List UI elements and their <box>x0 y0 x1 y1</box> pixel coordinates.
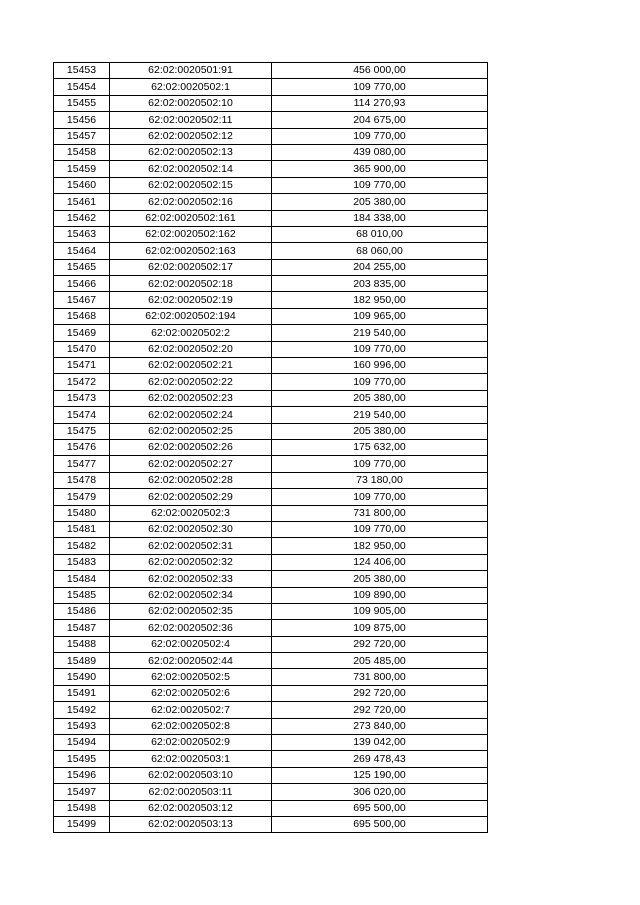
cadastral-value-cell: 184 338,00 <box>272 210 488 226</box>
cadastral-value-cell: 306 020,00 <box>272 784 488 800</box>
table-row <box>54 669 488 685</box>
row-number-cell: 15457 <box>54 128 110 144</box>
row-number-cell: 15499 <box>54 816 110 832</box>
row-number-cell: 15494 <box>54 735 110 751</box>
cadastral-number-cell: 62:02:0020502:163 <box>110 243 272 259</box>
cadastral-value-cell: 109 770,00 <box>272 489 488 505</box>
cadastral-number-cell: 62:02:0020502:1 <box>110 79 272 95</box>
cadastral-number-cell: 62:02:0020502:11 <box>110 112 272 128</box>
table-row <box>54 538 488 554</box>
cadastral-number-cell: 62:02:0020502:12 <box>110 128 272 144</box>
row-number-cell: 15477 <box>54 456 110 472</box>
cadastral-value-cell: 68 010,00 <box>272 226 488 242</box>
row-number-cell: 15459 <box>54 161 110 177</box>
row-number-cell: 15462 <box>54 210 110 226</box>
table-row <box>54 374 488 390</box>
table-row <box>54 521 488 537</box>
row-number-cell: 15454 <box>54 79 110 95</box>
row-number-cell: 15498 <box>54 800 110 816</box>
cadastral-value-cell: 109 770,00 <box>272 177 488 193</box>
table-row <box>54 702 488 718</box>
row-number-cell: 15478 <box>54 472 110 488</box>
cadastral-number-cell: 62:02:0020502:4 <box>110 636 272 652</box>
cadastral-value-cell: 175 632,00 <box>272 439 488 455</box>
cadastral-number-cell: 62:02:0020502:14 <box>110 161 272 177</box>
cadastral-number-cell: 62:02:0020502:23 <box>110 390 272 406</box>
table-row <box>54 784 488 800</box>
cadastral-value-cell: 109 905,00 <box>272 603 488 619</box>
cadastral-number-cell: 62:02:0020502:194 <box>110 308 272 324</box>
row-number-cell: 15465 <box>54 259 110 275</box>
cadastral-number-cell: 62:02:0020502:25 <box>110 423 272 439</box>
cadastral-value-cell: 292 720,00 <box>272 685 488 701</box>
table-row <box>54 456 488 472</box>
table-row <box>54 341 488 357</box>
cadastral-value-cell: 273 840,00 <box>272 718 488 734</box>
cadastral-value-cell: 182 950,00 <box>272 292 488 308</box>
row-number-cell: 15489 <box>54 653 110 669</box>
row-number-cell: 15488 <box>54 636 110 652</box>
row-number-cell: 15497 <box>54 784 110 800</box>
cadastral-value-cell: 695 500,00 <box>272 800 488 816</box>
cadastral-value-cell: 292 720,00 <box>272 636 488 652</box>
cadastral-value-cell: 219 540,00 <box>272 407 488 423</box>
table-row <box>54 620 488 636</box>
table-row <box>54 439 488 455</box>
cadastral-value-cell: 439 080,00 <box>272 144 488 160</box>
table-row <box>54 718 488 734</box>
cadastral-number-cell: 62:02:0020501:91 <box>110 63 272 79</box>
row-number-cell: 15472 <box>54 374 110 390</box>
row-number-cell: 15485 <box>54 587 110 603</box>
cadastral-number-cell: 62:02:0020502:32 <box>110 554 272 570</box>
cadastral-number-cell: 62:02:0020502:31 <box>110 538 272 554</box>
cadastral-value-cell: 125 190,00 <box>272 767 488 783</box>
cadastral-value-cell: 109 875,00 <box>272 620 488 636</box>
cadastral-number-cell: 62:02:0020502:44 <box>110 653 272 669</box>
cadastral-value-cell: 731 800,00 <box>272 505 488 521</box>
table-row <box>54 308 488 324</box>
table-row <box>54 587 488 603</box>
table-row <box>54 800 488 816</box>
row-number-cell: 15455 <box>54 95 110 111</box>
cadastral-value-cell: 109 770,00 <box>272 341 488 357</box>
cadastral-number-cell: 62:02:0020502:19 <box>110 292 272 308</box>
cadastral-number-cell: 62:02:0020503:13 <box>110 816 272 832</box>
cadastral-number-cell: 62:02:0020502:13 <box>110 144 272 160</box>
cadastral-number-cell: 62:02:0020502:3 <box>110 505 272 521</box>
cadastral-number-cell: 62:02:0020502:29 <box>110 489 272 505</box>
cadastral-number-cell: 62:02:0020502:10 <box>110 95 272 111</box>
table-row <box>54 177 488 193</box>
row-number-cell: 15486 <box>54 603 110 619</box>
cadastral-number-cell: 62:02:0020502:6 <box>110 685 272 701</box>
cadastral-value-cell: 204 255,00 <box>272 259 488 275</box>
table-row <box>54 423 488 439</box>
table-row <box>54 210 488 226</box>
cadastral-value-cell: 219 540,00 <box>272 325 488 341</box>
table-row <box>54 161 488 177</box>
cadastral-value-cell: 160 996,00 <box>272 358 488 374</box>
cadastral-number-cell: 62:02:0020502:9 <box>110 735 272 751</box>
cadastral-number-cell: 62:02:0020502:2 <box>110 325 272 341</box>
cadastral-number-cell: 62:02:0020502:7 <box>110 702 272 718</box>
cadastral-number-cell: 62:02:0020502:17 <box>110 259 272 275</box>
cadastral-value-cell: 203 835,00 <box>272 276 488 292</box>
cadastral-value-cell: 109 890,00 <box>272 587 488 603</box>
table-row <box>54 407 488 423</box>
row-number-cell: 15458 <box>54 144 110 160</box>
table-row <box>54 63 488 79</box>
cadastral-value-cell: 204 675,00 <box>272 112 488 128</box>
row-number-cell: 15464 <box>54 243 110 259</box>
table-row <box>54 816 488 832</box>
table-row <box>54 79 488 95</box>
cadastral-number-cell: 62:02:0020502:22 <box>110 374 272 390</box>
table-row <box>54 554 488 570</box>
row-number-cell: 15474 <box>54 407 110 423</box>
row-number-cell: 15492 <box>54 702 110 718</box>
cadastral-number-cell: 62:02:0020503:10 <box>110 767 272 783</box>
cadastral-value-cell: 365 900,00 <box>272 161 488 177</box>
cadastral-number-cell: 62:02:0020502:27 <box>110 456 272 472</box>
row-number-cell: 15467 <box>54 292 110 308</box>
cadastral-number-cell: 62:02:0020502:28 <box>110 472 272 488</box>
cadastral-number-cell: 62:02:0020503:11 <box>110 784 272 800</box>
cadastral-number-cell: 62:02:0020502:34 <box>110 587 272 603</box>
cadastral-value-cell: 139 042,00 <box>272 735 488 751</box>
cadastral-number-cell: 62:02:0020502:18 <box>110 276 272 292</box>
table-row <box>54 358 488 374</box>
row-number-cell: 15456 <box>54 112 110 128</box>
table-body <box>54 63 488 833</box>
cadastral-number-cell: 62:02:0020502:15 <box>110 177 272 193</box>
cadastral-value-cell: 205 380,00 <box>272 571 488 587</box>
cadastral-number-cell: 62:02:0020502:24 <box>110 407 272 423</box>
row-number-cell: 15460 <box>54 177 110 193</box>
cadastral-value-cell: 124 406,00 <box>272 554 488 570</box>
cadastral-number-cell: 62:02:0020502:30 <box>110 521 272 537</box>
table-row <box>54 259 488 275</box>
cadastral-number-cell: 62:02:0020502:16 <box>110 194 272 210</box>
cadastral-number-cell: 62:02:0020503:12 <box>110 800 272 816</box>
table-row <box>54 292 488 308</box>
cadastral-number-cell: 62:02:0020502:36 <box>110 620 272 636</box>
row-number-cell: 15490 <box>54 669 110 685</box>
row-number-cell: 15495 <box>54 751 110 767</box>
row-number-cell: 15469 <box>54 325 110 341</box>
table-row <box>54 767 488 783</box>
cadastral-number-cell: 62:02:0020502:8 <box>110 718 272 734</box>
cadastral-number-cell: 62:02:0020502:20 <box>110 341 272 357</box>
table-row <box>54 735 488 751</box>
table-row <box>54 144 488 160</box>
row-number-cell: 15493 <box>54 718 110 734</box>
row-number-cell: 15479 <box>54 489 110 505</box>
cadastral-value-cell: 456 000,00 <box>272 63 488 79</box>
table-row <box>54 489 488 505</box>
row-number-cell: 15480 <box>54 505 110 521</box>
cadastral-value-cell: 182 950,00 <box>272 538 488 554</box>
cadastral-number-cell: 62:02:0020502:5 <box>110 669 272 685</box>
row-number-cell: 15483 <box>54 554 110 570</box>
cadastral-value-cell: 205 380,00 <box>272 423 488 439</box>
cadastral-value-cell: 109 770,00 <box>272 456 488 472</box>
row-number-cell: 15466 <box>54 276 110 292</box>
table-row <box>54 194 488 210</box>
table-row <box>54 505 488 521</box>
table-row <box>54 226 488 242</box>
cadastral-number-cell: 62:02:0020502:162 <box>110 226 272 242</box>
cadastral-value-cell: 109 965,00 <box>272 308 488 324</box>
cadastral-number-cell: 62:02:0020502:33 <box>110 571 272 587</box>
table-row <box>54 325 488 341</box>
table-row <box>54 276 488 292</box>
row-number-cell: 15463 <box>54 226 110 242</box>
cadastral-value-cell: 695 500,00 <box>272 816 488 832</box>
cadastral-value-cell: 205 380,00 <box>272 194 488 210</box>
cadastral-value-cell: 205 485,00 <box>272 653 488 669</box>
row-number-cell: 15470 <box>54 341 110 357</box>
row-number-cell: 15453 <box>54 63 110 79</box>
cadastral-value-table <box>53 62 488 833</box>
table-row <box>54 751 488 767</box>
cadastral-value-cell: 73 180,00 <box>272 472 488 488</box>
table-row <box>54 571 488 587</box>
table-row <box>54 603 488 619</box>
table-row <box>54 112 488 128</box>
row-number-cell: 15482 <box>54 538 110 554</box>
row-number-cell: 15475 <box>54 423 110 439</box>
row-number-cell: 15481 <box>54 521 110 537</box>
cadastral-value-cell: 731 800,00 <box>272 669 488 685</box>
cadastral-number-cell: 62:02:0020503:1 <box>110 751 272 767</box>
row-number-cell: 15461 <box>54 194 110 210</box>
table-row <box>54 636 488 652</box>
cadastral-number-cell: 62:02:0020502:161 <box>110 210 272 226</box>
table-row <box>54 95 488 111</box>
cadastral-value-cell: 205 380,00 <box>272 390 488 406</box>
row-number-cell: 15484 <box>54 571 110 587</box>
table-row <box>54 685 488 701</box>
cadastral-number-cell: 62:02:0020502:26 <box>110 439 272 455</box>
cadastral-value-cell: 109 770,00 <box>272 521 488 537</box>
cadastral-value-cell: 68 060,00 <box>272 243 488 259</box>
table-row <box>54 128 488 144</box>
row-number-cell: 15491 <box>54 685 110 701</box>
cadastral-value-cell: 269 478,43 <box>272 751 488 767</box>
cadastral-number-cell: 62:02:0020502:21 <box>110 358 272 374</box>
cadastral-value-cell: 114 270,93 <box>272 95 488 111</box>
row-number-cell: 15471 <box>54 358 110 374</box>
cadastral-value-cell: 109 770,00 <box>272 79 488 95</box>
cadastral-number-cell: 62:02:0020502:35 <box>110 603 272 619</box>
row-number-cell: 15468 <box>54 308 110 324</box>
row-number-cell: 15476 <box>54 439 110 455</box>
row-number-cell: 15487 <box>54 620 110 636</box>
table-row <box>54 243 488 259</box>
table-row <box>54 390 488 406</box>
row-number-cell: 15473 <box>54 390 110 406</box>
row-number-cell: 15496 <box>54 767 110 783</box>
table-row <box>54 653 488 669</box>
cadastral-value-cell: 109 770,00 <box>272 128 488 144</box>
table-row <box>54 472 488 488</box>
cadastral-value-cell: 292 720,00 <box>272 702 488 718</box>
cadastral-value-cell: 109 770,00 <box>272 374 488 390</box>
